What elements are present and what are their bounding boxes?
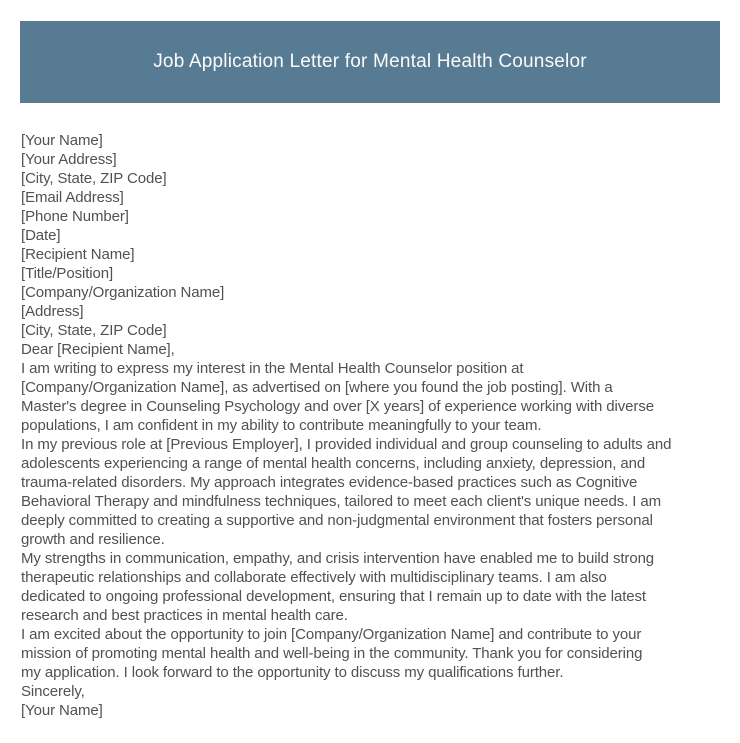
letter-line: [Company/Organization Name], as advertised on [where you found the job posting]. With a — [21, 379, 613, 396]
letter-line: Dear [Recipient Name], — [21, 341, 175, 358]
page-title: Job Application Letter for Mental Health Counselor — [153, 51, 587, 72]
letter-line: I am writing to express my interest in the Mental Health Counselor position at — [21, 360, 524, 377]
letter-line: mission of promoting mental health and well-being in the community. Thank you for considering — [21, 645, 643, 662]
letter-line: [City, State, ZIP Code] — [21, 170, 167, 187]
letter-line: [Company/Organization Name] — [21, 284, 225, 301]
letter-line: My strengths in communication, empathy, and crisis intervention have enabled me to build strong — [21, 550, 655, 567]
letter-line: research and best practices in mental health care. — [21, 607, 348, 624]
letter-line: [Title/Position] — [21, 265, 114, 282]
title-banner — [20, 21, 720, 103]
letter-line: dedicated to ongoing professional development, ensuring that I remain up to date with the latest — [21, 588, 646, 605]
letter-line: my application. I look forward to the opportunity to discuss my qualifications further. — [21, 664, 564, 681]
letter-line: deeply committed to creating a supportive and non-judgmental environment that fosters personal — [21, 512, 653, 529]
letter-line: growth and resilience. — [21, 531, 165, 548]
letter-line: [Your Name] — [21, 132, 103, 149]
letter-line: [Your Address] — [21, 151, 117, 168]
letter-line: In my previous role at [Previous Employer], I provided individual and group counseling to adults and — [21, 436, 672, 453]
letter-line: [Your Name] — [21, 702, 103, 719]
letter-line: I am excited about the opportunity to join [Company/Organization Name] and contribute to your — [21, 626, 642, 643]
letter-line: Sincerely, — [21, 683, 85, 700]
letter-line: Master's degree in Counseling Psychology and over [X years] of experience working with diverse — [21, 398, 654, 415]
letter-line: [Phone Number] — [21, 208, 129, 225]
letter-line: [Recipient Name] — [21, 246, 135, 263]
letter-line: therapeutic relationships and collaborate effectively with multidisciplinary teams. I am also — [21, 569, 607, 586]
letter-line: [Date] — [21, 227, 61, 244]
letter-line: Behavioral Therapy and mindfulness techniques, tailored to meet each client's unique needs. I am — [21, 493, 662, 510]
letter-line: [Email Address] — [21, 189, 124, 206]
letter-line: trauma-related disorders. My approach integrates evidence-based practices such as Cognitive — [21, 474, 638, 491]
letter-line: populations, I am confident in my ability to contribute meaningfully to your team. — [21, 417, 542, 434]
letter-body — [21, 131, 731, 720]
letter-line: adolescents experiencing a range of mental health concerns, including anxiety, depression, and — [21, 455, 646, 472]
letter-line: [City, State, ZIP Code] — [21, 322, 167, 339]
letter-line: [Address] — [21, 303, 84, 320]
